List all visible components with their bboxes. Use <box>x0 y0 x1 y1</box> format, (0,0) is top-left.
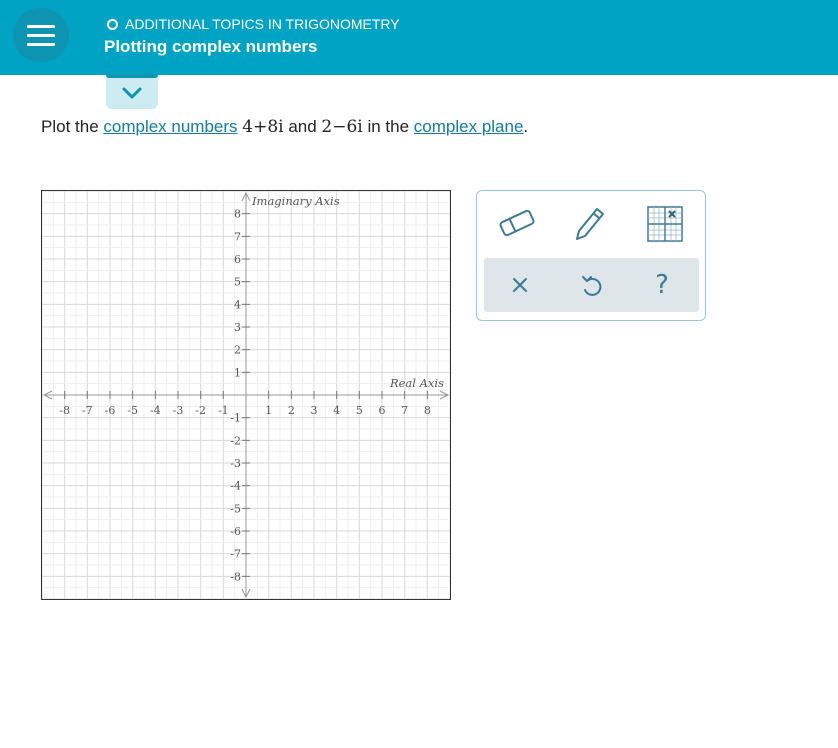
x-tick-label: 3 <box>310 404 318 417</box>
y-tick-label: -3 <box>230 457 241 470</box>
x-tick-label: -8 <box>59 404 71 417</box>
y-tick-label: 5 <box>234 275 241 289</box>
expand-tab[interactable] <box>106 74 158 109</box>
x-tick-label: 8 <box>423 404 431 417</box>
progress-circle-icon <box>107 19 118 30</box>
x-tick-label: -3 <box>172 404 184 417</box>
question-text: Plot the complex numbers 4+8i and 2−6i in the complex plane. <box>41 117 529 137</box>
x-tick-label: -4 <box>149 404 161 417</box>
y-tick-label: -4 <box>230 479 241 493</box>
complex-numbers-link[interactable]: complex numbers <box>103 117 238 136</box>
close-icon <box>511 276 529 294</box>
x-tick-label: 2 <box>287 404 295 417</box>
menu-button[interactable] <box>13 8 69 62</box>
number-1: 4+8i <box>242 117 284 137</box>
y-tick-label: 3 <box>234 321 241 334</box>
y-tick-label: -2 <box>230 434 241 448</box>
header-bar <box>0 0 838 75</box>
x-tick-label: 6 <box>378 404 386 417</box>
number-2: 2−6i <box>321 117 363 137</box>
imaginary-axis-label: Imaginary Axis <box>252 194 340 208</box>
x-tick-label: 1 <box>265 404 273 417</box>
point-plot-tool[interactable] <box>647 206 683 247</box>
x-tick-label: -7 <box>81 404 93 417</box>
y-tick-label: 6 <box>234 253 241 266</box>
y-tick-label: -1 <box>230 411 241 425</box>
complex-plane-link[interactable]: complex plane <box>413 117 524 136</box>
x-tick-label: -2 <box>195 404 207 417</box>
point-plot-icon <box>647 206 683 242</box>
y-tick-label: 8 <box>234 207 241 221</box>
eraser-tool[interactable] <box>497 205 537 246</box>
topic-label <box>107 16 400 32</box>
complex-plane-graph[interactable] <box>41 190 451 600</box>
x-tick-label: 4 <box>333 404 341 417</box>
real-axis-label: Real Axis <box>389 376 444 390</box>
y-tick-label: 7 <box>234 230 241 244</box>
x-tick-label: -1 <box>217 404 229 417</box>
y-tick-label: 1 <box>234 366 241 380</box>
y-tick-label: 2 <box>234 343 241 357</box>
undo-button[interactable] <box>574 268 608 302</box>
help-button[interactable] <box>645 268 679 302</box>
y-tick-label: -5 <box>230 502 241 516</box>
x-tick-label: 7 <box>401 404 409 417</box>
x-tick-label: 5 <box>355 404 363 417</box>
y-tick-label: -7 <box>230 547 241 561</box>
action-bar <box>484 258 699 312</box>
clear-button[interactable] <box>503 268 537 302</box>
y-tick-label: 4 <box>234 298 241 312</box>
question-mark-icon: ? <box>655 270 669 300</box>
graph-canvas[interactable] <box>42 191 450 599</box>
y-tick-label: -8 <box>230 570 241 584</box>
undo-icon <box>580 273 602 297</box>
chevron-down-icon <box>121 86 143 100</box>
topic-text: ADDITIONAL TOPICS IN TRIGONOMETRY <box>125 16 400 32</box>
page-title: Plotting complex numbers <box>104 37 318 56</box>
x-tick-label: -5 <box>127 404 139 417</box>
tool-panel <box>476 190 706 321</box>
pencil-icon <box>571 203 607 243</box>
x-tick-label: -6 <box>104 404 116 417</box>
eraser-icon <box>497 205 537 241</box>
pencil-tool[interactable] <box>571 203 607 248</box>
y-tick-label: -6 <box>230 525 241 538</box>
